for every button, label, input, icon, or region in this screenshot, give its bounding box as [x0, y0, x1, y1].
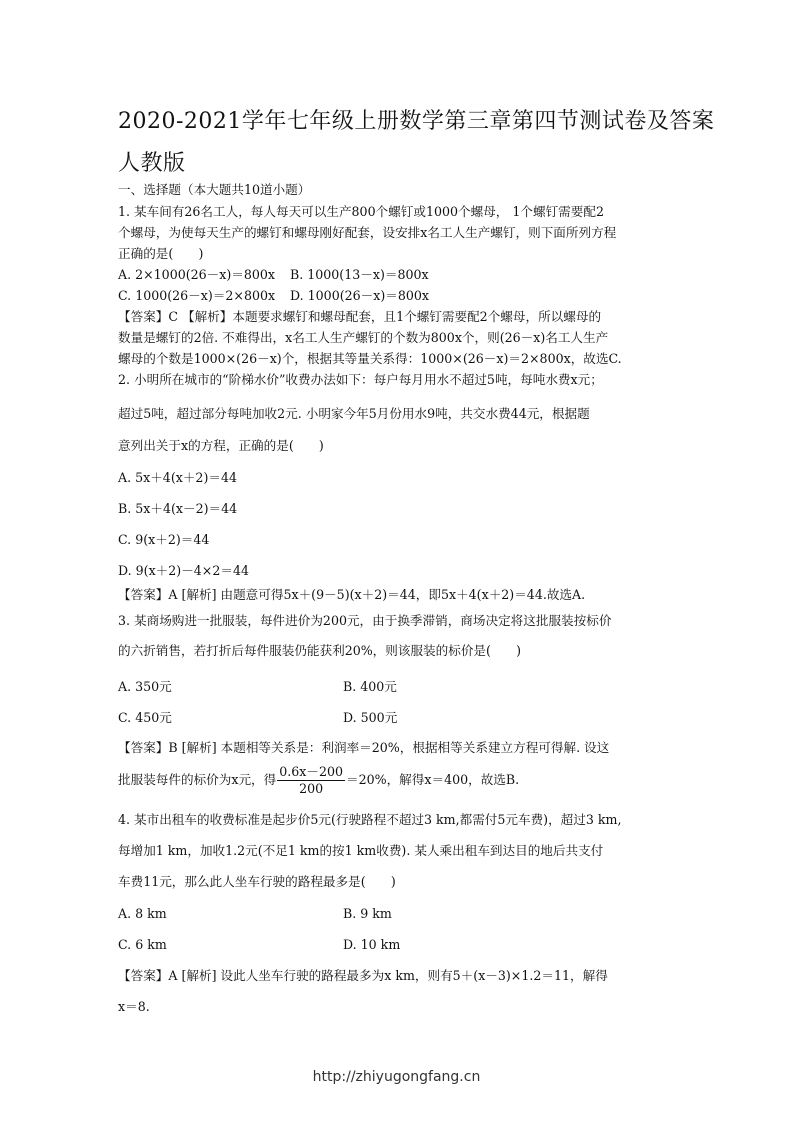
q1-answer-line3: 螺母的个数是1000×(26－x)个，根据其等量关系得：1000×(26－x)＝2×800x，故选C.: [118, 351, 622, 366]
q4-option-c: C. 6 km: [118, 937, 167, 952]
q3-answer-line2-prefix: 批服装每件的标价为x元，得: [118, 772, 277, 787]
q1-text-line3: 正确的是( ): [118, 246, 204, 261]
q4-option-b: B. 9 km: [343, 906, 392, 921]
document-title-line1: 2020-2021学年七年级上册数学第三章第四节测试卷及答案: [118, 109, 715, 134]
q4-answer-line2: x＝8.: [118, 999, 150, 1014]
q2-option-d: D. 9(x＋2)－4×2＝44: [118, 563, 249, 578]
q1-option-d-text: D. 1000(26－x)＝800x: [290, 288, 429, 303]
q2-option-b: B. 5x＋4(x－2)＝44: [118, 501, 238, 516]
footer-url: http://zhiyugongfang.cn: [312, 1069, 481, 1085]
q1-text-line2: 个螺母，为使每天生产的螺钉和螺母刚好配套，设安排x名工人生产螺钉，则下面所列方程: [118, 225, 617, 240]
q1-option-c: [118, 287, 275, 305]
q4-text-line1: 4. 某市出租车的收费标准是起步价5元(行驶路程不超过3 km,都需付5元车费)，超过3 km,: [118, 812, 622, 827]
q3-fraction-denominator: 200: [299, 781, 324, 796]
q1-answer-line1: 【答案】C 【解析】本题要求螺钉和螺母配套，且1个螺钉需要配2个螺母，所以螺母的: [118, 309, 602, 324]
q3-answer-line2-suffix: ＝20%，解得x＝400，故选B.: [346, 772, 520, 787]
q3-option-c: C. 450元: [118, 710, 172, 725]
q3-text-line2: 的六折销售，若打折后每件服装仍能获利20%，则该服装的标价是( ): [118, 643, 522, 658]
q2-answer: 【答案】A [解析] 由题意可得5x＋(9－5)(x＋2)＝44，即5x＋4(x＋2)＝44.故选A.: [118, 587, 586, 602]
q1-text-line1: 1. 某车间有26名工人，每人每天可以生产800个螺钉或1000个螺母， 1个螺钉需要配2: [118, 204, 604, 219]
q2-option-c: C. 9(x＋2)＝44: [118, 532, 210, 547]
q3-fraction: [277, 764, 345, 797]
q2-text-line1: 2. 小明所在城市的“阶梯水价”收费办法如下：每户每月用水不超过5吨，每吨水费x元；: [118, 372, 603, 387]
q3-option-a: A. 350元: [118, 679, 172, 694]
q1-option-d: [290, 287, 429, 305]
q2-text-line3: 意列出关于x的方程，正确的是( ): [118, 438, 324, 453]
q3-option-d: D. 500元: [343, 710, 398, 725]
q4-text-line3: 车费11元，那么此人坐车行驶的路程最多是( ): [118, 874, 396, 889]
q1-option-a-text: A. 2×1000(26－x)＝800x: [118, 267, 275, 282]
document-title-line2: 人教版: [118, 151, 186, 176]
section-heading: 一、选择题（本大题共10道小题）: [118, 182, 311, 197]
q1-option-a: [118, 266, 275, 284]
q1-answer-line2: 数量是螺钉的2倍. 不难得出，x名工人生产螺钉的个数为800x个，则(26－x)名工人生产: [118, 330, 609, 345]
q4-option-d: D. 10 km: [343, 937, 401, 952]
q1-option-c-text: C. 1000(26－x)＝2×800x: [118, 288, 276, 303]
q3-answer-line2: [118, 764, 519, 797]
q4-answer-line1: 【答案】A [解析] 设此人坐车行驶的路程最多为x km，则有5＋(x－3)×1.2＝11，解得: [118, 968, 608, 983]
q3-answer-line1: 【答案】B [解析] 本题相等关系是：利润率＝20%，根据相等关系建立方程可得解. 设这: [118, 740, 610, 755]
q4-text-line2: 每增加1 km，加收1.2元(不足1 km的按1 km收费). 某人乘出租车到达目的地后共支付: [118, 843, 604, 858]
q3-option-b: B. 400元: [343, 679, 397, 694]
q1-option-b: [290, 266, 429, 284]
q2-text-line2: 超过5吨，超过部分每吨加收2元. 小明家今年5月份用水9吨，共交水费44元，根据题: [118, 406, 590, 421]
q4-option-a: A. 8 km: [118, 906, 167, 921]
q3-fraction-numerator: 0.6x－200: [279, 764, 343, 779]
q3-text-line1: 3. 某商场购进一批服装，每件进价为200元，由于换季滞销，商场决定将这批服装按标价: [118, 613, 612, 628]
q1-option-b-text: B. 1000(13－x)＝800x: [290, 267, 429, 282]
q2-option-a: A. 5x＋4(x＋2)＝44: [118, 470, 237, 485]
